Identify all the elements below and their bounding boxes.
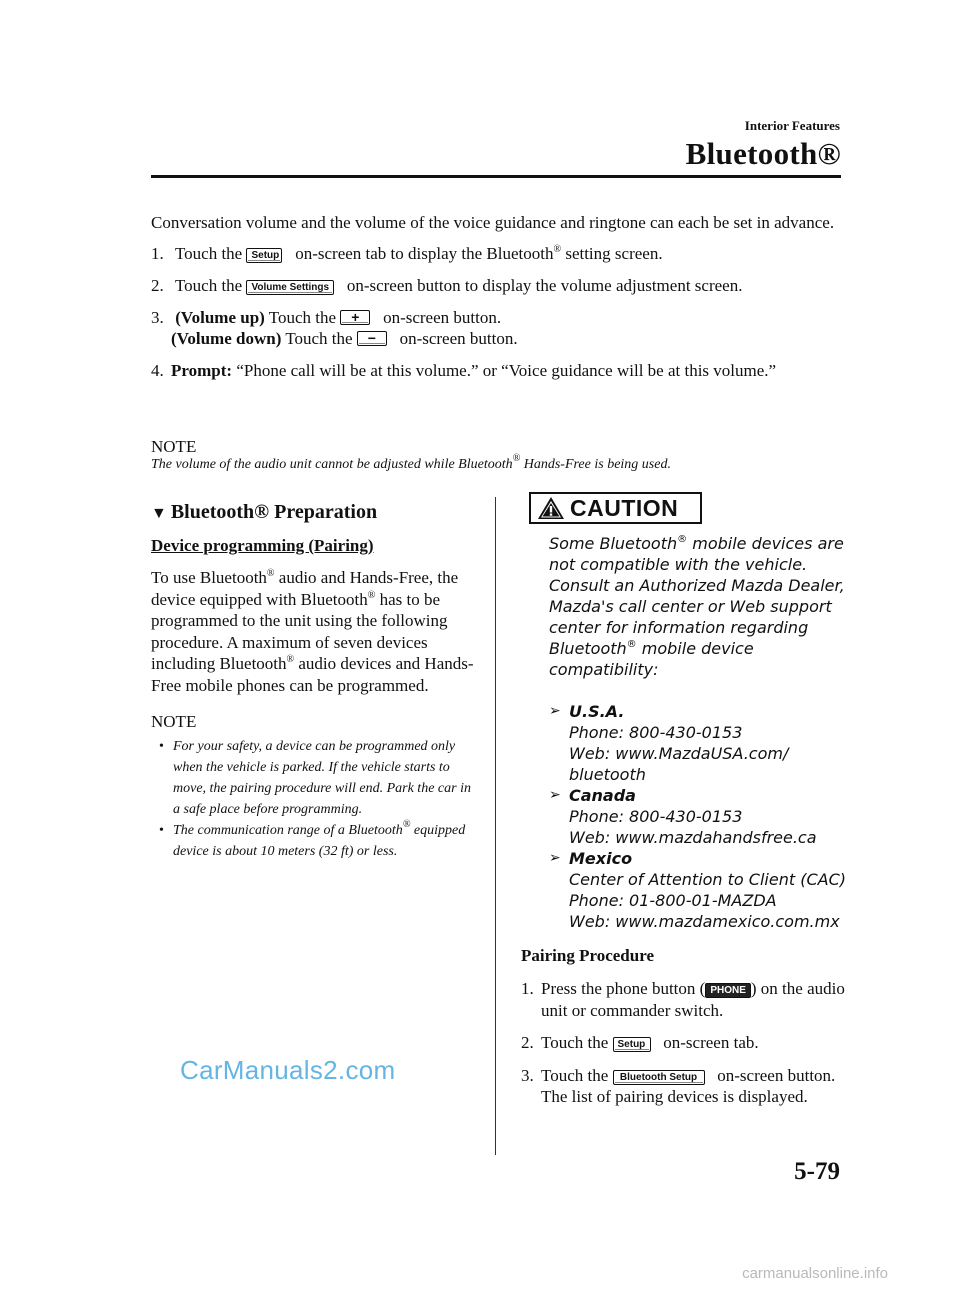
contact-name: Canada xyxy=(569,786,636,805)
bullet-part: The communication range of a Bluetooth xyxy=(173,823,403,838)
paragraph-part: audio devices and Hands-Free mobile phones can be programmed. xyxy=(151,654,474,695)
pairing-step-2 xyxy=(521,1032,851,1054)
arrow-bullet-icon: ➢ xyxy=(549,787,561,803)
step-number: 3. xyxy=(521,1065,534,1085)
step-number: 2. xyxy=(521,1033,534,1052)
step-2 xyxy=(151,275,841,296)
contact-line: bluetooth xyxy=(569,765,646,784)
registered-mark: ® xyxy=(512,453,521,464)
page-number: 5-79 xyxy=(794,1158,840,1185)
note-label: NOTE xyxy=(151,437,197,456)
step-text: on-screen button to display the volume adjustment screen. xyxy=(346,275,743,295)
step-number: 1. xyxy=(521,979,534,998)
bluetooth-setup-button-icon: Bluetooth Setup xyxy=(613,1070,705,1085)
step-text: Touch the xyxy=(285,328,353,348)
volume-down-label: (Volume down) xyxy=(171,328,282,348)
caution-body xyxy=(521,533,851,932)
contact-name: Mexico xyxy=(569,849,633,868)
caution-part: Some Bluetooth xyxy=(549,534,678,553)
registered-mark: ® xyxy=(626,639,637,650)
pairing-heading: Pairing Procedure xyxy=(521,946,654,965)
note-label: NOTE xyxy=(151,712,197,731)
note-bullet: • For your safety, a device can be programmed only when the vehicle is parked. If the vehicle starts to move, the pairing procedure will end. Park the car in a safe place before programming. xyxy=(151,736,476,820)
caution-label: CAUTION xyxy=(570,495,679,521)
preparation-paragraph xyxy=(151,567,476,696)
section-label: Interior Features xyxy=(744,118,840,133)
setup-tab-icon: Setup xyxy=(246,248,282,263)
note-bullet xyxy=(151,820,476,862)
note-text-part: Hands-Free is being used. xyxy=(523,457,671,472)
setup-tab-icon: Setup xyxy=(613,1037,651,1052)
contact-usa xyxy=(549,701,851,785)
registered-mark: ® xyxy=(402,819,411,830)
footer-watermark: carmanualsonline.info xyxy=(742,1265,888,1282)
step-text: on-screen tab. xyxy=(663,1033,759,1052)
page-title: Bluetooth® xyxy=(685,136,841,171)
contact-line: Web: www.MazdaUSA.com/ xyxy=(569,744,789,763)
step-4 xyxy=(151,360,791,381)
section-heading xyxy=(151,501,476,524)
warning-triangle-icon xyxy=(537,496,565,520)
step-text: “Phone call will be at this volume.” or “Voice guidance will be at this volume.” xyxy=(236,360,777,380)
step-number: 2. xyxy=(151,275,164,295)
caution-label-box xyxy=(529,492,702,524)
step-text: Press the phone button ( xyxy=(541,979,706,998)
bullet-part: equipped device is about 10 meters (32 ft) or less. xyxy=(173,823,466,859)
contact-name: U.S.A. xyxy=(569,702,625,721)
step-text: Touch the xyxy=(268,307,337,327)
caution-part: mobile device compatibility: xyxy=(549,639,754,679)
minus-button-icon: − xyxy=(357,331,387,346)
note-text-part: The volume of the audio unit cannot be adjusted while Bluetooth xyxy=(151,457,513,472)
watermark-logo: CarManuals2.com xyxy=(180,1055,396,1085)
pairing-step-3 xyxy=(521,1065,851,1108)
arrow-bullet-icon: ➢ xyxy=(549,850,561,866)
contact-line: Phone: 800-430-0153 xyxy=(569,723,743,742)
plus-button-icon: + xyxy=(340,310,370,325)
step-text: on-screen button. xyxy=(383,307,502,327)
prompt-label: Prompt: xyxy=(171,360,233,380)
right-column xyxy=(521,492,851,1119)
contact-mexico xyxy=(549,848,851,932)
step-text: Touch the xyxy=(174,243,243,263)
subheading: Device programming (Pairing) xyxy=(151,536,374,555)
step-text: on-screen tab to display the Bluetooth xyxy=(295,243,554,263)
step-text: on-screen button. The list of pairing devices is displayed. xyxy=(541,1065,836,1106)
volume-settings-button-icon: Volume Settings xyxy=(246,280,334,295)
left-column xyxy=(151,501,476,862)
arrow-bullet-icon: ➢ xyxy=(549,703,561,719)
step-text: Touch the xyxy=(541,1065,609,1085)
registered-mark: ® xyxy=(553,243,562,255)
registered-mark: ® xyxy=(266,568,275,579)
caution-part: mobile devices are not compatible with the vehicle. Consult an Authorized Mazda Dealer, Mazda's call center or Web support center for information regarding Bluetooth xyxy=(549,534,845,658)
caution-paragraph xyxy=(549,533,851,680)
registered-mark: ® xyxy=(367,589,376,601)
column-divider xyxy=(495,497,496,1155)
intro-paragraph: Conversation volume and the volume of the voice guidance and ringtone can each be set in advance. xyxy=(151,213,835,232)
contact-canada xyxy=(549,785,851,848)
phone-button-icon: PHONE xyxy=(705,983,751,998)
contact-line: Web: www.mazdamexico.com.mx xyxy=(569,912,840,931)
step-1 xyxy=(151,243,841,264)
step-3 xyxy=(151,307,841,349)
step-number: 3. xyxy=(151,307,164,327)
volume-up-label: (Volume up) xyxy=(175,307,265,327)
contact-line: Center of Attention to Client (CAC) xyxy=(569,870,846,889)
contact-line: Web: www.mazdahandsfree.ca xyxy=(569,828,817,847)
paragraph-part: has to be programmed to the unit using the following procedure. A maximum of seven devices including Bluetooth xyxy=(151,589,448,673)
step-text: Touch the xyxy=(174,275,243,295)
paragraph-part: To use Bluetooth xyxy=(151,568,267,587)
contact-line: Phone: 800-430-0153 xyxy=(569,807,743,826)
triangle-bullet-icon: ▼ xyxy=(151,505,167,522)
step-number: 4. xyxy=(151,360,164,380)
step-text: on-screen button. xyxy=(399,328,518,348)
step-text: setting screen. xyxy=(565,243,663,263)
registered-mark: ® xyxy=(286,654,295,665)
section-heading-text: Bluetooth® Preparation xyxy=(170,501,378,523)
contact-line: Phone: 01-800-01-MAZDA xyxy=(569,891,777,910)
registered-mark: ® xyxy=(677,534,688,545)
paragraph-part: audio and Hands-Free, the device equipped with Bluetooth xyxy=(151,568,459,609)
step-text: ) on the audio unit or commander switch. xyxy=(541,979,845,1020)
header-rule xyxy=(151,175,841,178)
note-text xyxy=(151,453,671,473)
step-number: 1. xyxy=(151,243,164,263)
pairing-step-1 xyxy=(521,978,851,1021)
intro-block xyxy=(151,212,841,381)
step-text: Touch the xyxy=(541,1033,609,1052)
